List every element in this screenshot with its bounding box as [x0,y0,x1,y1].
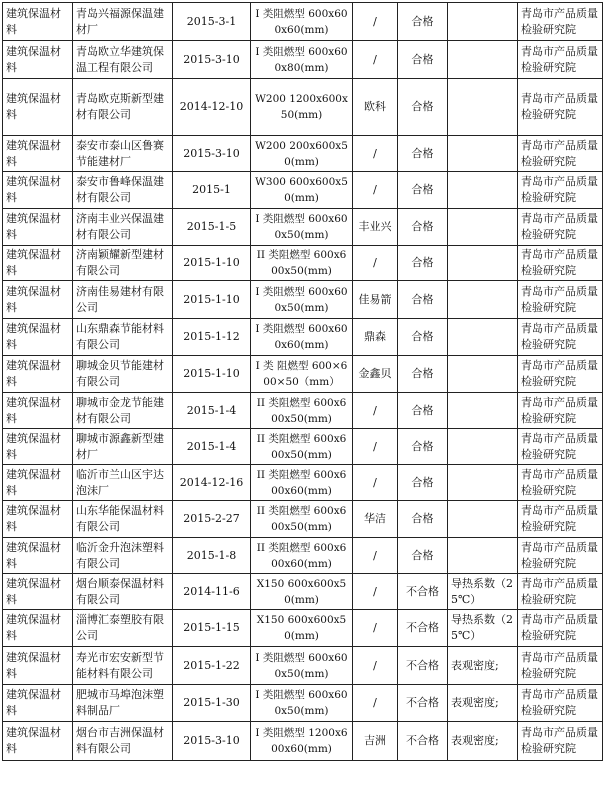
institution-cell: 青岛市产品质量检验研究院 [518,246,603,281]
result-cell: 合格 [398,429,448,465]
date-cell: 2014-11-6 [173,574,251,610]
brand-cell: 华洁 [353,501,398,538]
category-cell: 建筑保温材料 [3,3,73,41]
institution-cell: 青岛市产品质量检验研究院 [518,79,603,136]
date-cell: 2015-1-10 [173,246,251,281]
brand-cell: / [353,246,398,281]
category-cell: 建筑保温材料 [3,429,73,465]
result-cell: 合格 [398,356,448,393]
institution-cell: 青岛市产品质量检验研究院 [518,465,603,501]
category-cell: 建筑保温材料 [3,319,73,356]
company-cell: 山东鼎森节能材料有限公司 [73,319,173,356]
category-cell: 建筑保温材料 [3,172,73,209]
item-cell [448,356,518,393]
company-cell: 临沂市兰山区宇达泡沫厂 [73,465,173,501]
company-cell: 青岛欧立华建筑保温工程有限公司 [73,41,173,79]
category-cell: 建筑保温材料 [3,574,73,610]
date-cell: 2015-1-15 [173,610,251,647]
date-cell: 2015-1-10 [173,356,251,393]
result-cell: 合格 [398,136,448,172]
category-cell: 建筑保温材料 [3,685,73,722]
item-cell: 表观密度; [448,685,518,722]
spec-cell: I 类阻燃型 600x600x80(mm) [251,41,353,79]
company-cell: 临沂金升泡沫塑料有限公司 [73,538,173,574]
item-cell [448,172,518,209]
table-row [3,429,603,465]
date-cell: 2015-1-12 [173,319,251,356]
company-cell: 济南丰业兴保温建材有限公司 [73,209,173,246]
spec-cell: I 类阻燃型 600x600x60(mm) [251,319,353,356]
result-cell: 合格 [398,393,448,429]
spec-cell: II 类阻燃型 600x600x50(mm) [251,429,353,465]
table-row [3,465,603,501]
spec-cell: II 类阻燃型 600x600x50(mm) [251,393,353,429]
date-cell: 2015-2-27 [173,501,251,538]
brand-cell: / [353,136,398,172]
date-cell: 2015-1-22 [173,647,251,685]
brand-cell: / [353,538,398,574]
company-cell: 山东华能保温材料有限公司 [73,501,173,538]
company-cell: 济南佳易建材有限公司 [73,281,173,319]
table-row [3,281,603,319]
category-cell: 建筑保温材料 [3,136,73,172]
date-cell: 2015-3-10 [173,722,251,761]
spec-cell: I 类阻燃型 600x600x50(mm) [251,209,353,246]
spec-cell: W300 600x600x50(mm) [251,172,353,209]
spec-cell: II 类阻燃型 600x600x50(mm) [251,501,353,538]
inspection-table [2,2,603,761]
brand-cell: 金鑫贝 [353,356,398,393]
company-cell: 济南颖耀新型建材有限公司 [73,246,173,281]
institution-cell: 青岛市产品质量检验研究院 [518,429,603,465]
company-cell: 淄博汇泰塑胶有限公司 [73,610,173,647]
result-cell: 不合格 [398,722,448,761]
spec-cell: W200 200x600x50(mm) [251,136,353,172]
institution-cell: 青岛市产品质量检验研究院 [518,393,603,429]
date-cell: 2015-3-10 [173,136,251,172]
brand-cell: / [353,647,398,685]
institution-cell: 青岛市产品质量检验研究院 [518,538,603,574]
brand-cell: / [353,3,398,41]
spec-cell: I 类阻燃型 600x600x60(mm) [251,3,353,41]
item-cell [448,319,518,356]
institution-cell: 青岛市产品质量检验研究院 [518,685,603,722]
institution-cell: 青岛市产品质量检验研究院 [518,172,603,209]
item-cell [448,538,518,574]
brand-cell: 丰业兴 [353,209,398,246]
date-cell: 2015-1-4 [173,429,251,465]
table-row [3,319,603,356]
company-cell: 烟台市吉洲保温材料有限公司 [73,722,173,761]
brand-cell: / [353,610,398,647]
table-row [3,172,603,209]
brand-cell: / [353,574,398,610]
spec-cell: II 类阻燃型 600x600x60(mm) [251,538,353,574]
institution-cell: 青岛市产品质量检验研究院 [518,319,603,356]
result-cell: 合格 [398,501,448,538]
table-row [3,209,603,246]
item-cell [448,41,518,79]
category-cell: 建筑保温材料 [3,465,73,501]
spec-cell: W200 1200x600x50(mm) [251,79,353,136]
institution-cell: 青岛市产品质量检验研究院 [518,41,603,79]
table-row [3,246,603,281]
institution-cell: 青岛市产品质量检验研究院 [518,574,603,610]
institution-cell: 青岛市产品质量检验研究院 [518,722,603,761]
institution-cell: 青岛市产品质量检验研究院 [518,281,603,319]
item-cell [448,393,518,429]
company-cell: 寿光市宏安新型节能材料有限公司 [73,647,173,685]
date-cell: 2015-1-30 [173,685,251,722]
item-cell [448,79,518,136]
brand-cell: / [353,465,398,501]
spec-cell: I 类阻燃型 600x600x50(mm) [251,281,353,319]
category-cell: 建筑保温材料 [3,538,73,574]
category-cell: 建筑保温材料 [3,501,73,538]
category-cell: 建筑保温材料 [3,393,73,429]
item-cell [448,209,518,246]
result-cell: 不合格 [398,574,448,610]
brand-cell: / [353,393,398,429]
item-cell [448,281,518,319]
spec-cell: I 类阻燃型 600x600x50(mm) [251,647,353,685]
table-row [3,393,603,429]
item-cell: 表观密度; [448,647,518,685]
result-cell: 合格 [398,281,448,319]
table-row [3,136,603,172]
result-cell: 不合格 [398,685,448,722]
company-cell: 泰安市鲁峰保温建材有限公司 [73,172,173,209]
spec-cell: I 类阻燃型 600x600x50(mm) [251,685,353,722]
category-cell: 建筑保温材料 [3,281,73,319]
institution-cell: 青岛市产品质量检验研究院 [518,610,603,647]
company-cell: 泰安市泰山区鲁赛节能建材厂 [73,136,173,172]
category-cell: 建筑保温材料 [3,246,73,281]
date-cell: 2015-1-4 [173,393,251,429]
result-cell: 合格 [398,319,448,356]
date-cell: 2015-1-5 [173,209,251,246]
table-row [3,722,603,761]
table-row [3,610,603,647]
item-cell: 导热系数（25℃） [448,574,518,610]
result-cell: 合格 [398,172,448,209]
category-cell: 建筑保温材料 [3,79,73,136]
result-cell: 合格 [398,538,448,574]
date-cell: 2015-3-1 [173,3,251,41]
spec-cell: I 类 阻燃型 600×600×50（mm） [251,356,353,393]
item-cell [448,3,518,41]
table-row [3,538,603,574]
brand-cell: / [353,429,398,465]
item-cell: 表观密度; [448,722,518,761]
date-cell: 2015-1 [173,172,251,209]
date-cell: 2014-12-10 [173,79,251,136]
company-cell: 聊城金贝节能建材有限公司 [73,356,173,393]
company-cell: 青岛兴福源保温建材厂 [73,3,173,41]
brand-cell: / [353,685,398,722]
category-cell: 建筑保温材料 [3,209,73,246]
institution-cell: 青岛市产品质量检验研究院 [518,356,603,393]
table-row [3,3,603,41]
brand-cell: / [353,41,398,79]
table-row [3,501,603,538]
result-cell: 合格 [398,465,448,501]
date-cell: 2015-3-10 [173,41,251,79]
company-cell: 肥城市马埠泡沫塑料制品厂 [73,685,173,722]
spec-cell: X150 600x600x50(mm) [251,574,353,610]
brand-cell: / [353,172,398,209]
result-cell: 合格 [398,79,448,136]
date-cell: 2015-1-8 [173,538,251,574]
institution-cell: 青岛市产品质量检验研究院 [518,209,603,246]
result-cell: 不合格 [398,647,448,685]
item-cell: 导热系数（25℃） [448,610,518,647]
result-cell: 合格 [398,246,448,281]
table-row [3,574,603,610]
result-cell: 合格 [398,209,448,246]
category-cell: 建筑保温材料 [3,722,73,761]
institution-cell: 青岛市产品质量检验研究院 [518,136,603,172]
item-cell [448,429,518,465]
result-cell: 合格 [398,41,448,79]
spec-cell: X150 600x600x50(mm) [251,610,353,647]
institution-cell: 青岛市产品质量检验研究院 [518,3,603,41]
company-cell: 聊城市金龙节能建材有限公司 [73,393,173,429]
category-cell: 建筑保温材料 [3,356,73,393]
table-row [3,647,603,685]
spec-cell: II 类阻燃型 600x600x60(mm) [251,465,353,501]
item-cell [448,501,518,538]
institution-cell: 青岛市产品质量检验研究院 [518,501,603,538]
item-cell [448,246,518,281]
spec-cell: II 类阻燃型 600x600x50(mm) [251,246,353,281]
item-cell [448,136,518,172]
brand-cell: 鼎森 [353,319,398,356]
company-cell: 烟台顺泰保温材料有限公司 [73,574,173,610]
table-row [3,685,603,722]
category-cell: 建筑保温材料 [3,647,73,685]
category-cell: 建筑保温材料 [3,610,73,647]
date-cell: 2015-1-10 [173,281,251,319]
date-cell: 2014-12-16 [173,465,251,501]
result-cell: 合格 [398,3,448,41]
table-row [3,79,603,136]
category-cell: 建筑保温材料 [3,41,73,79]
brand-cell: 欧科 [353,79,398,136]
brand-cell: 吉洲 [353,722,398,761]
table-row [3,41,603,79]
company-cell: 青岛欧克斯新型建材有限公司 [73,79,173,136]
table-body [3,3,603,761]
table-row [3,356,603,393]
spec-cell: I 类阻燃型 1200x600x60(mm) [251,722,353,761]
brand-cell: 佳易箭 [353,281,398,319]
institution-cell: 青岛市产品质量检验研究院 [518,647,603,685]
company-cell: 聊城市源鑫新型建材厂 [73,429,173,465]
item-cell [448,465,518,501]
result-cell: 不合格 [398,610,448,647]
